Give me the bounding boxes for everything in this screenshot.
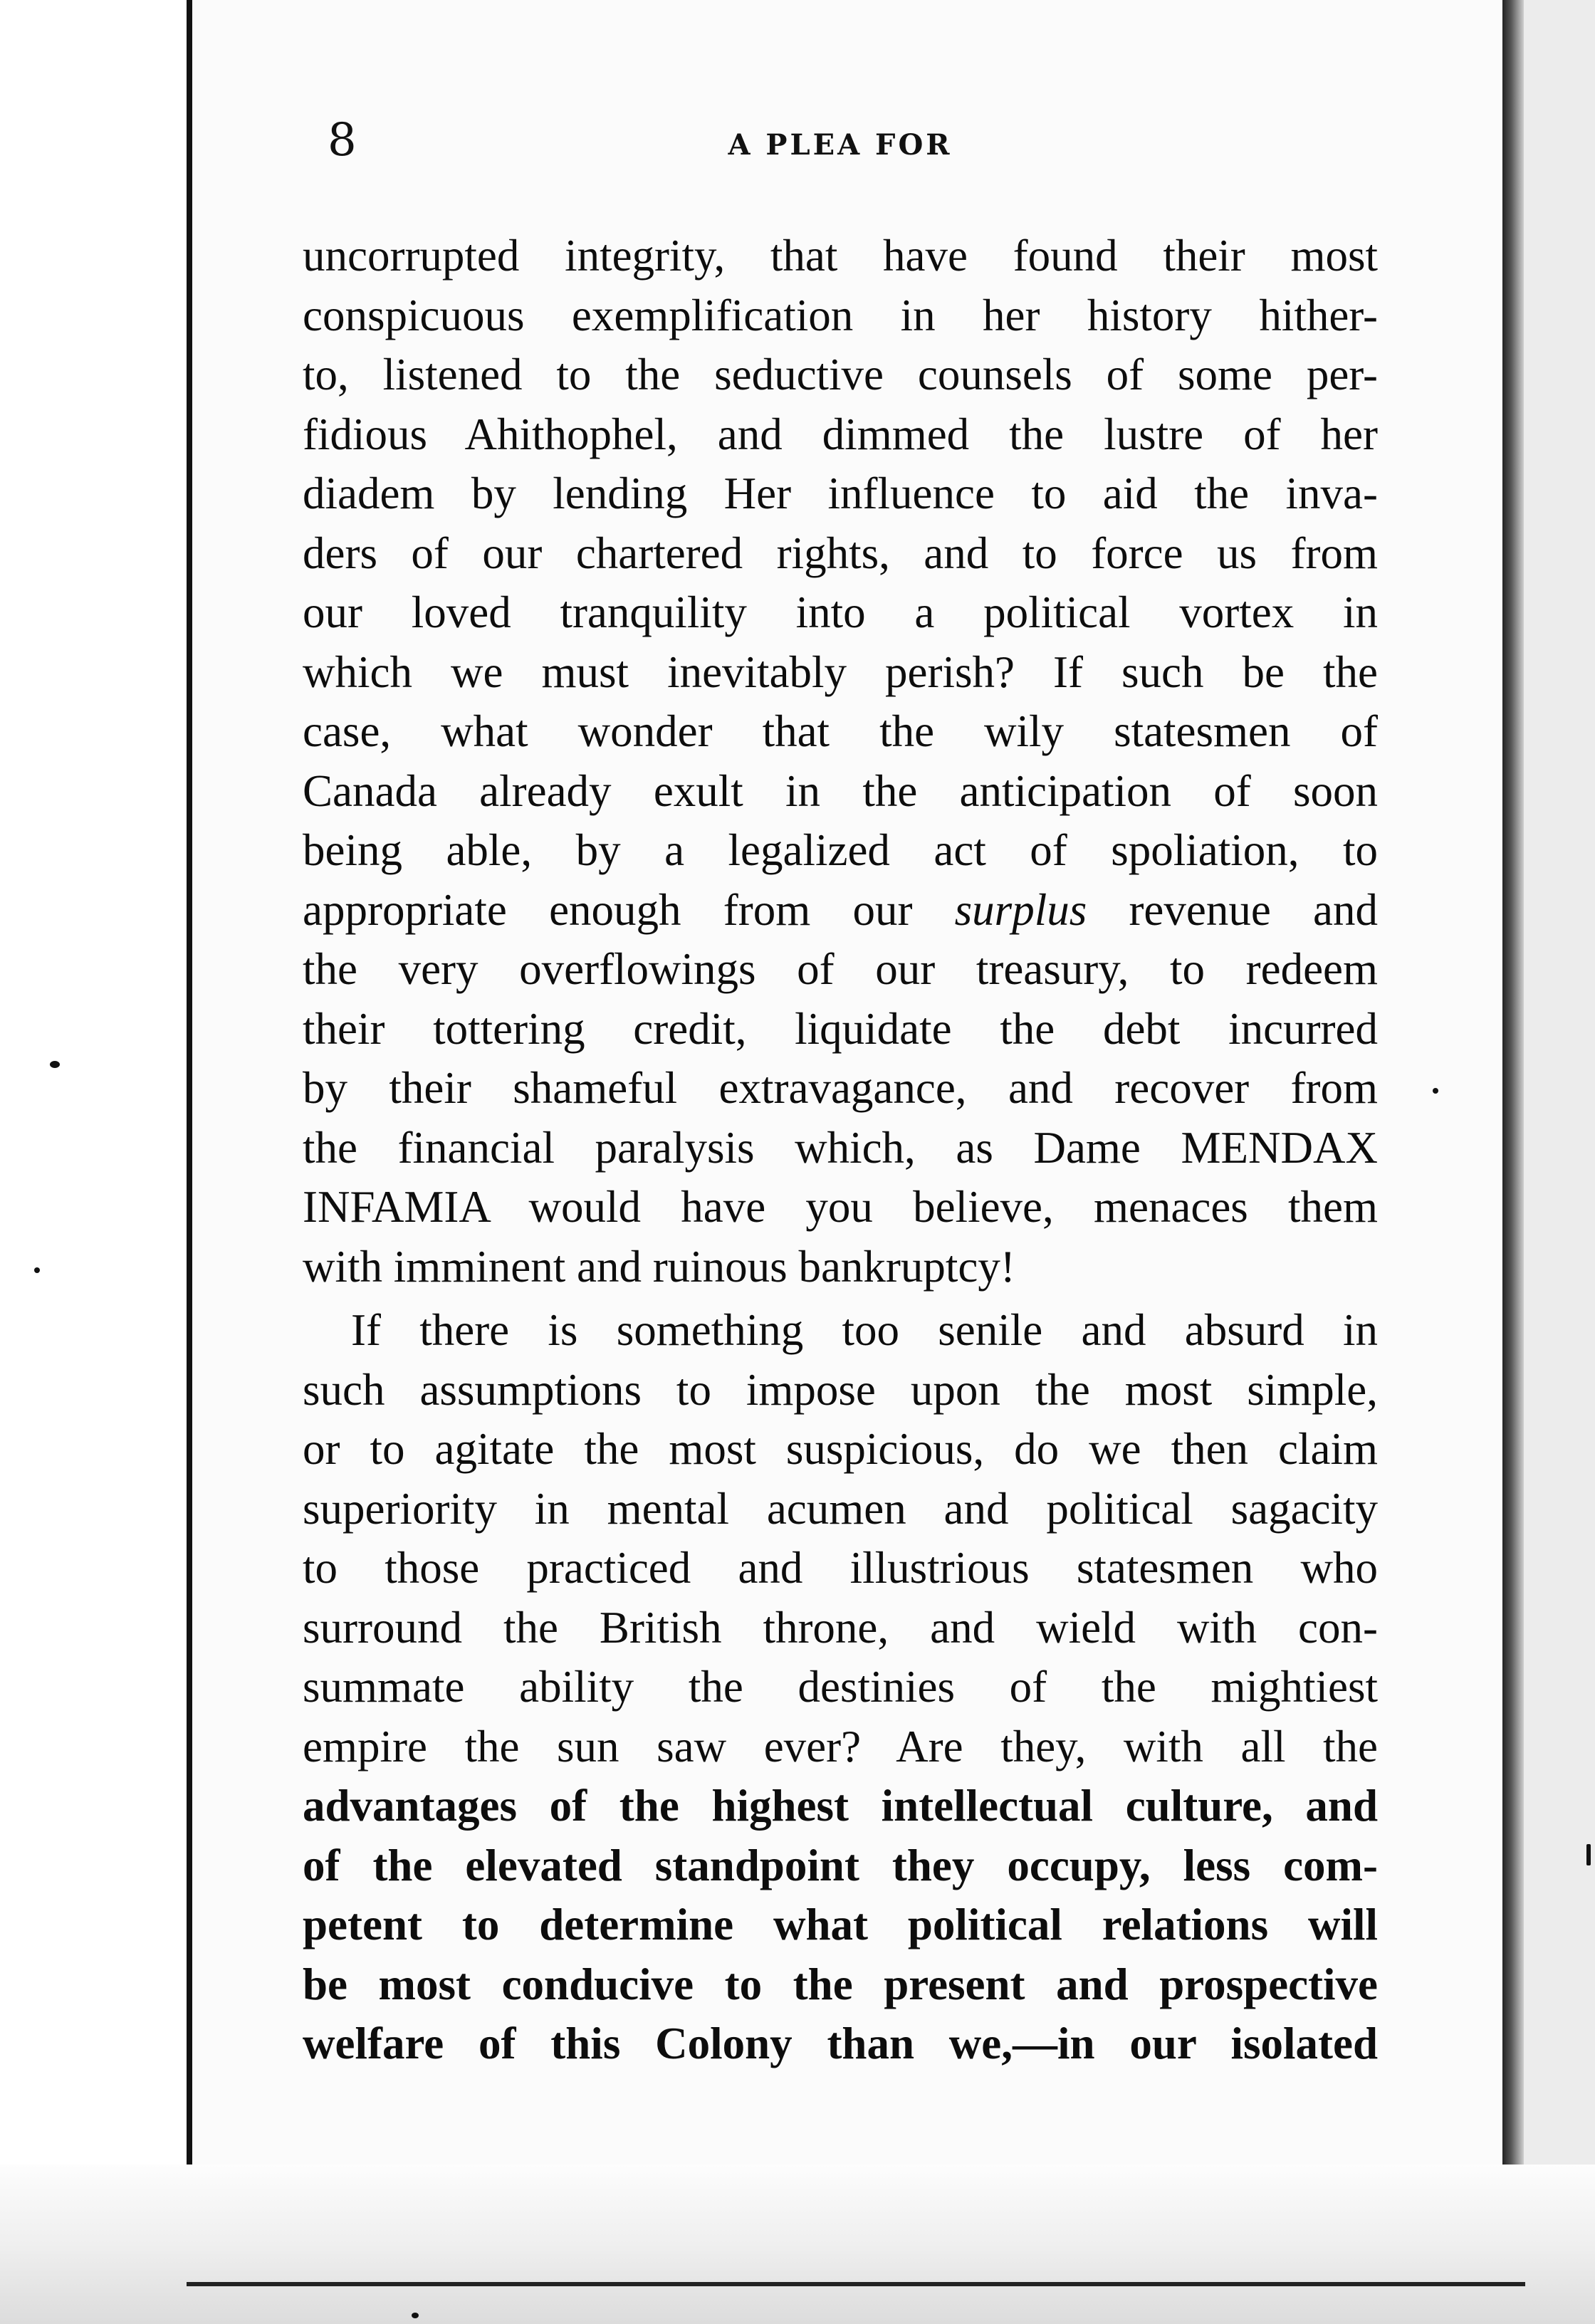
text-line: the very overflowings of our treasury, to redeem	[303, 944, 1378, 994]
text-line: fidious Ahithophel, and dimmed the lustre of her	[303, 409, 1378, 459]
scan-bottom-margin	[0, 2165, 1595, 2324]
text-line: surround the British throne, and wield with con-	[303, 1602, 1378, 1653]
text-line: the financial paralysis which, as Dame MENDAX	[303, 1122, 1378, 1173]
text-line: to those practiced and illustrious statesmen who	[303, 1543, 1378, 1593]
scan-speck	[34, 1267, 40, 1273]
adjacent-page-strip	[1524, 0, 1595, 2324]
text-line: case, what wonder that the wily statesmen of	[303, 706, 1378, 756]
text-line: or to agitate the most suspicious, do we then claim	[303, 1424, 1378, 1474]
text-line: summate ability the destinies of the mightiest	[303, 1662, 1378, 1712]
page-header	[313, 114, 1367, 171]
text-line: be most conducive to the present and prospective	[303, 1959, 1378, 2009]
text-line: Canada already exult in the anticipation of soon	[303, 765, 1378, 816]
page-number: 8	[328, 114, 357, 167]
text-line: superiority in mental acumen and political sagacity	[303, 1483, 1378, 1534]
text-line: welfare of this Colony than we,—in our isolated	[303, 2019, 1378, 2068]
italic-word: surplus	[954, 884, 1087, 935]
paragraph	[303, 1301, 1378, 2074]
text-line: such assumptions to impose upon the most simple,	[303, 1364, 1378, 1415]
scan-speck	[50, 1061, 60, 1068]
text-line: ders of our chartered rights, and to force us from	[303, 528, 1378, 578]
running-head: A PLEA FOR	[728, 128, 953, 162]
text-line: which we must inevitably perish? If such be the	[303, 647, 1378, 697]
text-line	[303, 881, 1378, 941]
text-line: If there is something too senile and absurd in	[351, 1305, 1378, 1355]
body-text	[303, 226, 1378, 2074]
scan-edge-right	[1502, 0, 1524, 2286]
text-line: INFAMIA would have you believe, menaces them	[303, 1182, 1378, 1232]
text-line: conspicuous exemplification in her history hither-	[303, 290, 1378, 340]
text-line: diadem by lending Her influence to aid the inva-	[303, 469, 1378, 518]
paragraph	[303, 226, 1378, 1297]
text-span: appropriate enough from our	[303, 884, 955, 935]
text-line: petent to determine what political relations will	[303, 1900, 1378, 1949]
text-line: to, listened to the seductive counsels of some per-	[303, 350, 1378, 399]
scan-speck	[1433, 1088, 1438, 1094]
text-line: with imminent and ruinous bankruptcy!	[303, 1241, 1015, 1292]
text-line: their tottering credit, liquidate the debt incurred	[303, 1003, 1378, 1054]
text-line: our loved tranquility into a political vortex in	[303, 587, 1378, 637]
scan-speck	[412, 2313, 419, 2318]
text-line: empire the sun saw ever? Are they, with all the	[303, 1721, 1378, 1771]
text-span: revenue and	[1087, 884, 1378, 935]
scan-edge-bottom	[187, 2282, 1525, 2286]
scan-speck	[1586, 1844, 1591, 1865]
text-line: of the elevated standpoint they occupy, less com-	[303, 1840, 1378, 1890]
text-line: advantages of the highest intellectual culture, and	[303, 1781, 1378, 1831]
text-line: by their shameful extravagance, and recover from	[303, 1063, 1378, 1113]
text-line: being able, by a legalized act of spoliation, to	[303, 825, 1378, 875]
text-line: uncorrupted integrity, that have found their most	[303, 231, 1378, 281]
scan-edge-left	[187, 0, 192, 2286]
